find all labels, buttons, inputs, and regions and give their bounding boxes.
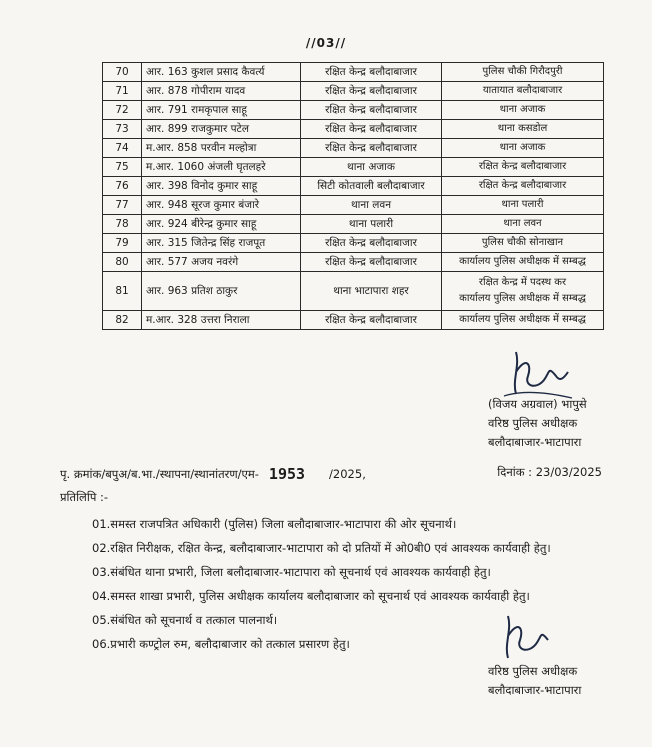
employee-name-cell: आर. 791 रामकृपाल साहू bbox=[142, 101, 301, 120]
serial-number-cell: 72 bbox=[103, 101, 142, 120]
copy-list bbox=[92, 512, 551, 656]
transfer-table bbox=[102, 62, 604, 330]
from-posting-cell: रक्षित केन्द्र बलौदाबाजार bbox=[301, 82, 442, 101]
signature-block-secondary bbox=[488, 662, 581, 700]
table-row bbox=[103, 177, 604, 196]
page-number: //03// bbox=[305, 36, 347, 50]
table-row bbox=[103, 63, 604, 82]
signer-location: बलौदाबाजार-भाटापारा bbox=[488, 683, 582, 697]
copy-heading: प्रतिलिपि :- bbox=[60, 490, 109, 504]
to-posting-line: पुलिस चौकी सोनाखान bbox=[481, 237, 564, 248]
serial-number-cell: 76 bbox=[103, 177, 142, 196]
serial-number-cell: 75 bbox=[103, 158, 142, 177]
table-row bbox=[103, 311, 604, 330]
reference-date: दिनांक : 23/03/2025 bbox=[497, 465, 602, 479]
serial-number-cell: 82 bbox=[103, 311, 142, 330]
signer-designation: वरिष्ठ पुलिस अधीक्षक bbox=[488, 416, 578, 430]
copy-item: 06.प्रभारी कण्ट्रोल रुम, बलौदाबाजार को तत्काल प्रसारण हेतु। bbox=[92, 637, 350, 651]
to-posting-line: कार्यालय पुलिस अधीक्षक में सम्बद्ध bbox=[459, 293, 586, 304]
table-row bbox=[103, 196, 604, 215]
table-row bbox=[103, 215, 604, 234]
from-posting-cell: रक्षित केन्द्र बलौदाबाजार bbox=[301, 253, 442, 272]
signature-mark-icon bbox=[494, 612, 564, 666]
serial-number-cell: 81 bbox=[103, 272, 142, 311]
to-posting-line: पुलिस चौकी गिरौदपुरी bbox=[482, 66, 563, 77]
to-posting-cell bbox=[442, 311, 604, 330]
table-row bbox=[103, 120, 604, 139]
to-posting-line: रक्षित केन्द्र बलौदाबाजार bbox=[478, 180, 567, 191]
table-row bbox=[103, 139, 604, 158]
reference-year: /2025, bbox=[329, 467, 366, 481]
to-posting-line: थाना अजाक bbox=[499, 104, 546, 115]
serial-number-cell: 77 bbox=[103, 196, 142, 215]
to-posting-line: कार्यालय पुलिस अधीक्षक में सम्बद्ध bbox=[459, 314, 586, 325]
employee-name-cell: आर. 899 राजकुमार पटेल bbox=[142, 120, 301, 139]
table-row bbox=[103, 101, 604, 120]
table-row bbox=[103, 158, 604, 177]
signature-block-primary bbox=[488, 395, 587, 452]
from-posting-cell: थाना पलारी bbox=[301, 215, 442, 234]
to-posting-line: थाना अजाक bbox=[499, 142, 546, 153]
to-posting-line: यातायात बलौदाबाजार bbox=[482, 85, 563, 96]
employee-name-cell: आर. 315 जितेन्द्र सिंह राजपूत bbox=[142, 234, 301, 253]
copy-item: 03.संबंधित थाना प्रभारी, जिला बलौदाबाजार-भाटापारा को सूचनार्थ एवं आवश्यक कार्यवाही हेतु। bbox=[92, 565, 491, 579]
from-posting-cell: थाना लवन bbox=[301, 196, 442, 215]
signer-designation: वरिष्ठ पुलिस अधीक्षक bbox=[488, 664, 578, 678]
employee-name-cell: म.आर. 328 उत्तरा निराला bbox=[142, 311, 301, 330]
copy-item: 05.संबंधित को सूचनार्थ व तत्काल पालनार्थ। bbox=[92, 613, 278, 627]
employee-name-cell: आर. 948 सूरज कुमार बंजारे bbox=[142, 196, 301, 215]
from-posting-cell: रक्षित केन्द्र बलौदाबाजार bbox=[301, 139, 442, 158]
reference-label: पृ. क्रमांक/बपुअ/ब.भा./स्थापना/स्थानांतरण/एम- bbox=[60, 467, 259, 481]
serial-number-cell: 70 bbox=[103, 63, 142, 82]
to-posting-cell bbox=[442, 158, 604, 177]
to-posting-line: थाना कसडोल bbox=[497, 123, 548, 134]
signer-name: (विजय अग्रवाल) भापुसे bbox=[488, 397, 587, 411]
to-posting-cell bbox=[442, 234, 604, 253]
employee-name-cell: आर. 577 अजय नवरंगे bbox=[142, 253, 301, 272]
to-posting-cell bbox=[442, 139, 604, 158]
employee-name-cell: आर. 163 कुशल प्रसाद कैवर्त्य bbox=[142, 63, 301, 82]
table-row bbox=[103, 82, 604, 101]
reference-line bbox=[60, 465, 610, 483]
to-posting-cell bbox=[442, 82, 604, 101]
serial-number-cell: 73 bbox=[103, 120, 142, 139]
copy-item: 01.समस्त राजपत्रित अधिकारी (पुलिस) जिला बलौदाबाजार-भाटापारा की ओर सूचनार्थ। bbox=[92, 517, 457, 531]
employee-name-cell: आर. 878 गोपीराम यादव bbox=[142, 82, 301, 101]
serial-number-cell: 74 bbox=[103, 139, 142, 158]
from-posting-cell: थाना अजाक bbox=[301, 158, 442, 177]
to-posting-cell bbox=[442, 215, 604, 234]
from-posting-cell: रक्षित केन्द्र बलौदाबाजार bbox=[301, 311, 442, 330]
copy-item: 04.समस्त शाखा प्रभारी, पुलिस अधीक्षक कार्यालय बलौदाबाजार को सूचनार्थ एवं आवश्यक कार्यवाही हेतु। bbox=[92, 589, 530, 603]
employee-name-cell: आर. 398 विनोद कुमार साहू bbox=[142, 177, 301, 196]
to-posting-line: रक्षित केन्द्र में पदस्थ कर bbox=[478, 277, 567, 288]
to-posting-line: थाना पलारी bbox=[501, 199, 544, 210]
table-row bbox=[103, 253, 604, 272]
to-posting-cell bbox=[442, 177, 604, 196]
from-posting-cell: सिटी कोतवाली बलौदाबाजार bbox=[301, 177, 442, 196]
serial-number-cell: 78 bbox=[103, 215, 142, 234]
table-row bbox=[103, 272, 604, 311]
serial-number-cell: 79 bbox=[103, 234, 142, 253]
employee-name-cell: म.आर. 1060 अंजली घृतलहरे bbox=[142, 158, 301, 177]
from-posting-cell: रक्षित केन्द्र बलौदाबाजार bbox=[301, 234, 442, 253]
from-posting-cell: रक्षित केन्द्र बलौदाबाजार bbox=[301, 101, 442, 120]
employee-name-cell: आर. 963 प्रतिश ठाकुर bbox=[142, 272, 301, 311]
to-posting-cell bbox=[442, 196, 604, 215]
to-posting-line: रक्षित केन्द्र बलौदाबाजार bbox=[478, 161, 567, 172]
from-posting-cell: रक्षित केन्द्र बलौदाबाजार bbox=[301, 63, 442, 82]
serial-number-cell: 80 bbox=[103, 253, 142, 272]
serial-number-cell: 71 bbox=[103, 82, 142, 101]
signature-mark-icon bbox=[498, 346, 578, 402]
from-posting-cell: रक्षित केन्द्र बलौदाबाजार bbox=[301, 120, 442, 139]
to-posting-line: कार्यालय पुलिस अधीक्षक में सम्बद्ध bbox=[459, 256, 586, 267]
copy-item: 02.रक्षित निरीक्षक, रक्षित केन्द्र, बलौदाबाजार-भाटापारा को दो प्रतियों में ओ0बी0 एवं आवश्यक कार्यवाही हेतु। bbox=[92, 541, 551, 555]
to-posting-cell bbox=[442, 101, 604, 120]
reference-number: 1953 bbox=[268, 465, 306, 483]
to-posting-cell bbox=[442, 272, 604, 311]
employee-name-cell: म.आर. 858 परवीन मल्होत्रा bbox=[142, 139, 301, 158]
employee-name-cell: आर. 924 बीरेन्द्र कुमार साहू bbox=[142, 215, 301, 234]
signer-location: बलौदाबाजार-भाटापारा bbox=[488, 435, 582, 449]
from-posting-cell: थाना भाटापारा शहर bbox=[301, 272, 442, 311]
to-posting-line: थाना लवन bbox=[503, 218, 542, 229]
to-posting-cell bbox=[442, 120, 604, 139]
table-row bbox=[103, 234, 604, 253]
to-posting-cell bbox=[442, 63, 604, 82]
to-posting-cell bbox=[442, 253, 604, 272]
